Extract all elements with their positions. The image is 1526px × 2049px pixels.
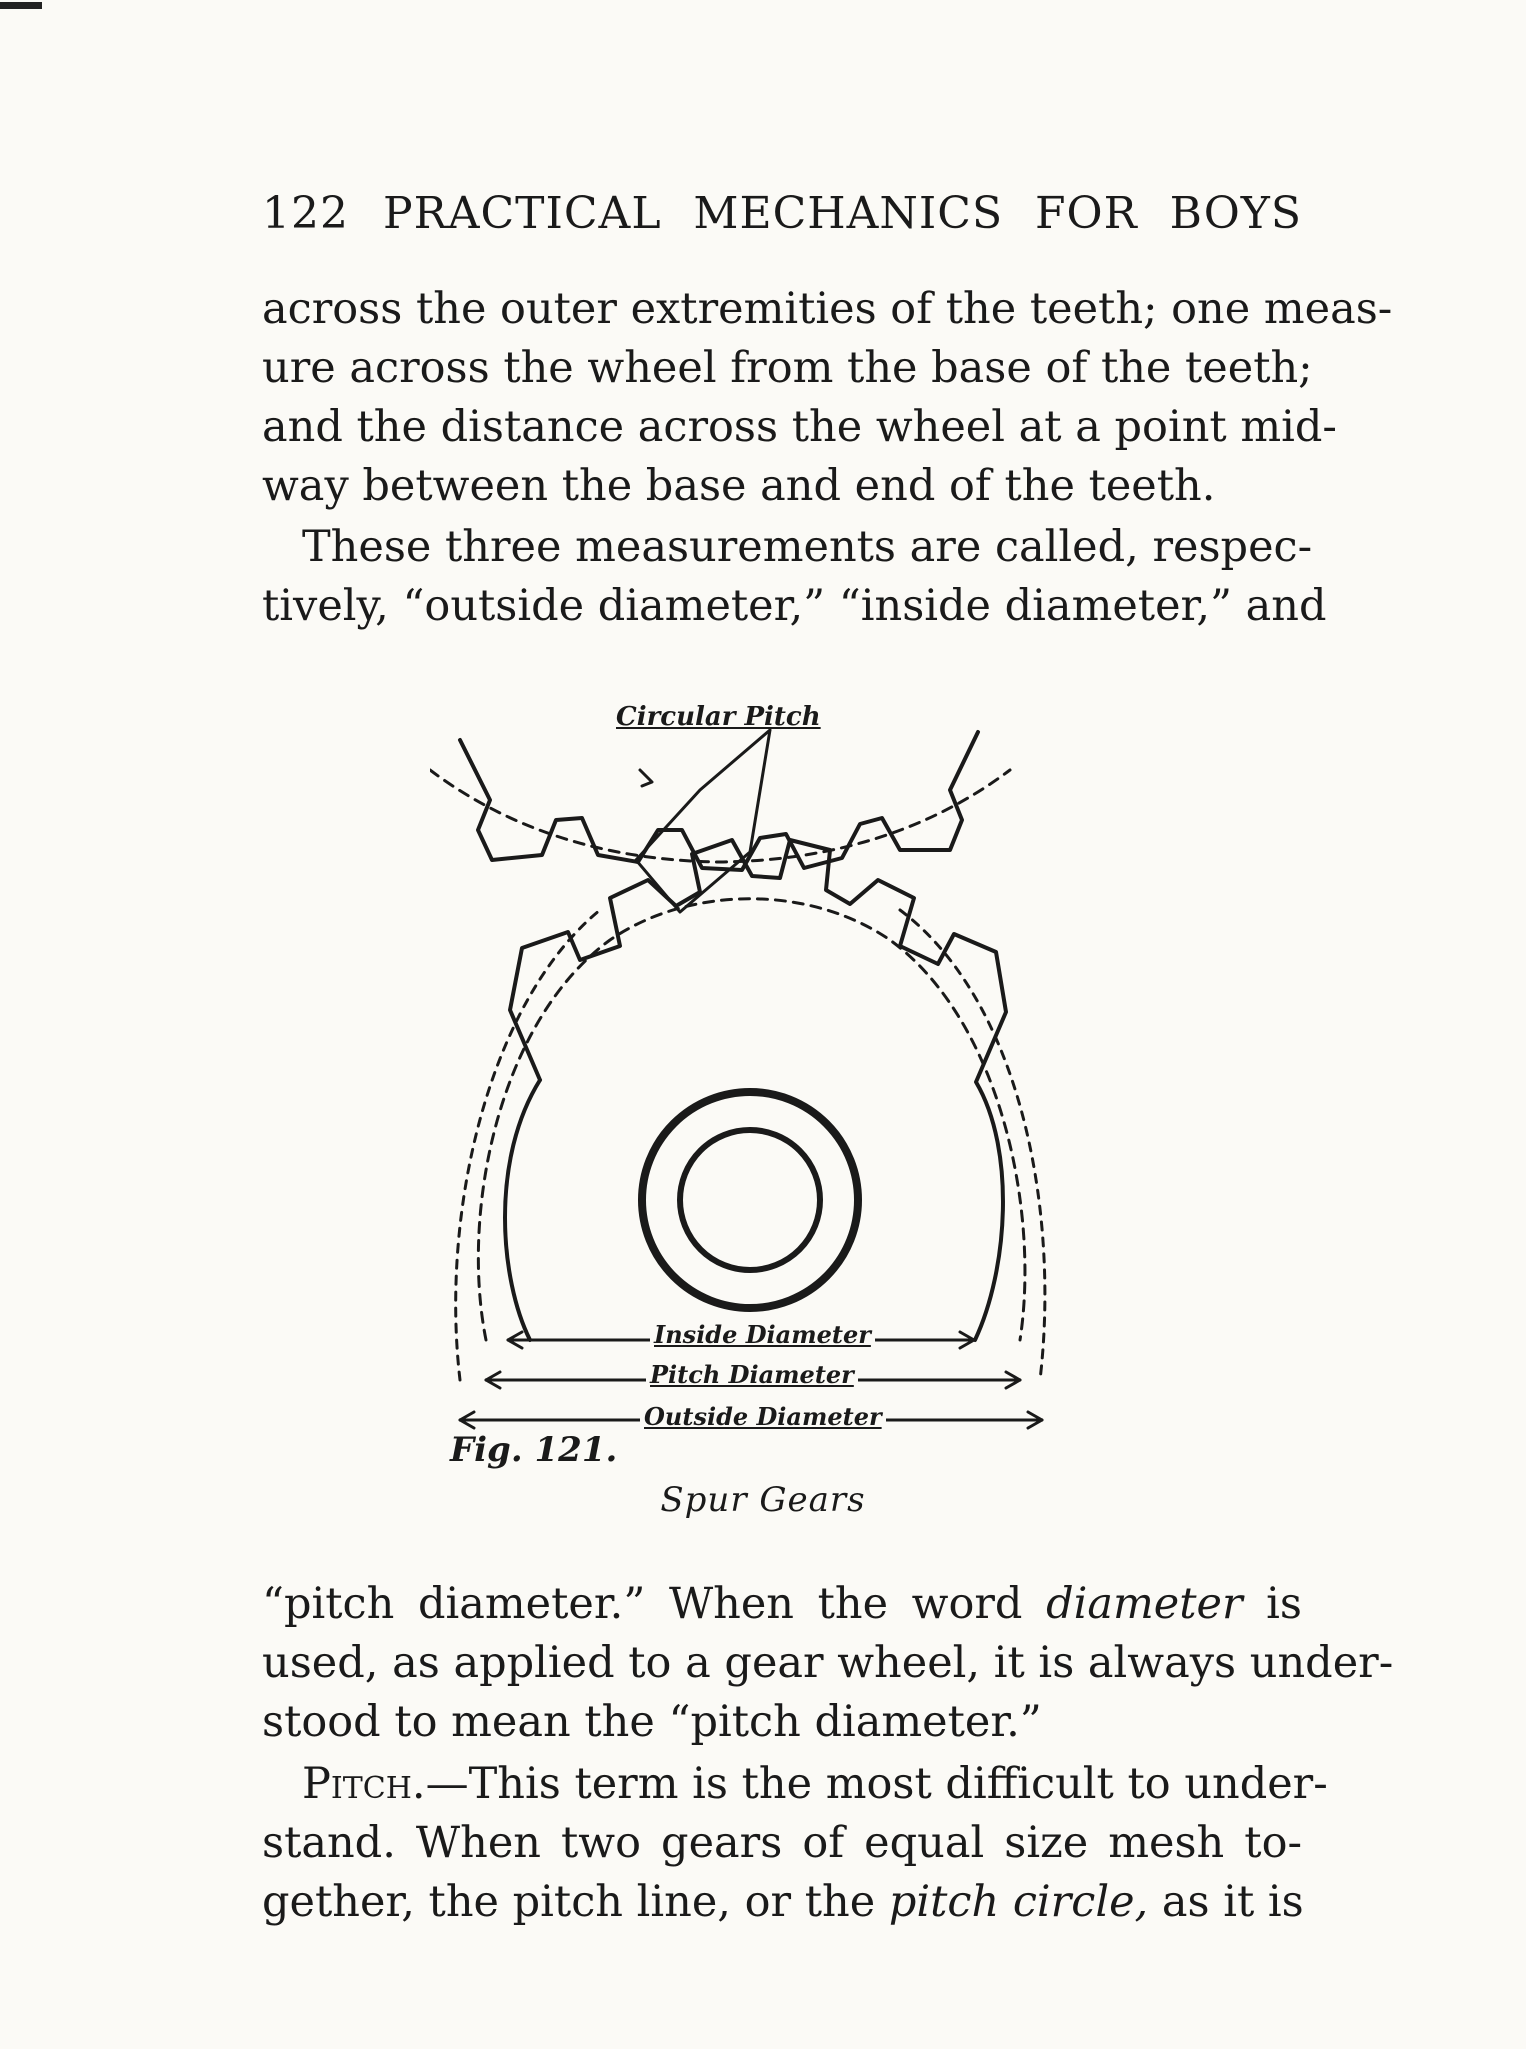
- circular-pitch-lines: [636, 730, 770, 912]
- running-head-word: MECHANICS: [693, 188, 1004, 239]
- text-line: stood to mean the “pitch diameter.”: [262, 1697, 1042, 1747]
- emphasis-diameter: diameter: [1046, 1579, 1243, 1629]
- gear-hub-inner: [680, 1130, 820, 1270]
- inside-diameter-label: Inside Diameter: [650, 1320, 875, 1349]
- term-pitch: Pitch.: [302, 1759, 426, 1809]
- text-line: gether, the pitch line, or the pitch circle, as it is: [262, 1877, 1304, 1927]
- page-header: [262, 188, 1302, 239]
- text-line: and the distance across the wheel at a point mid-: [262, 402, 1337, 452]
- figure-caption: Spur Gears: [660, 1480, 866, 1520]
- circular-pitch-label: Circular Pitch: [616, 702, 821, 732]
- running-head-word: PRACTICAL: [382, 188, 662, 239]
- paragraph-2: [262, 518, 1327, 636]
- running-head-word: BOYS: [1169, 188, 1302, 239]
- figure-number: Fig. 121.: [450, 1430, 618, 1470]
- text-line: stand. When two gears of equal size mesh to-: [262, 1818, 1302, 1868]
- paragraph-3: [262, 1575, 1394, 1752]
- running-head: [383, 188, 1302, 239]
- emphasis-pitch-circle: pitch circle,: [888, 1877, 1149, 1927]
- text-line: across the outer extremities of the teeth; one meas-: [262, 284, 1393, 334]
- text-line: ure across the wheel from the base of the teeth;: [262, 343, 1313, 393]
- corner-mark: [0, 2, 42, 9]
- text-line: tively, “outside diameter,” “inside diameter,” and: [262, 581, 1327, 631]
- lower-pitch-circle: [478, 899, 1025, 1340]
- text-line: These three measurements are called, respec-: [302, 522, 1313, 572]
- circular-pitch-arrow: [640, 770, 652, 786]
- outside-diameter-label: Outside Diameter: [640, 1402, 886, 1431]
- spur-gears-figure: [430, 690, 1150, 1470]
- paragraph-4: [262, 1755, 1328, 1932]
- gear-hub-outer: [642, 1092, 858, 1308]
- text-line: used, as applied to a gear wheel, it is always under-: [262, 1638, 1394, 1688]
- running-head-word: FOR: [1034, 188, 1138, 239]
- paragraph-1: [262, 280, 1393, 516]
- page-number: 122: [262, 188, 349, 239]
- text-line: “pitch diameter.” When the word diameter is: [262, 1579, 1302, 1629]
- text-line: Pitch.—This term is the most difficult to under-: [302, 1759, 1328, 1809]
- text-line: way between the base and end of the teeth.: [262, 461, 1216, 511]
- upper-gear-outline: [460, 732, 978, 870]
- pitch-diameter-label: Pitch Diameter: [646, 1360, 858, 1389]
